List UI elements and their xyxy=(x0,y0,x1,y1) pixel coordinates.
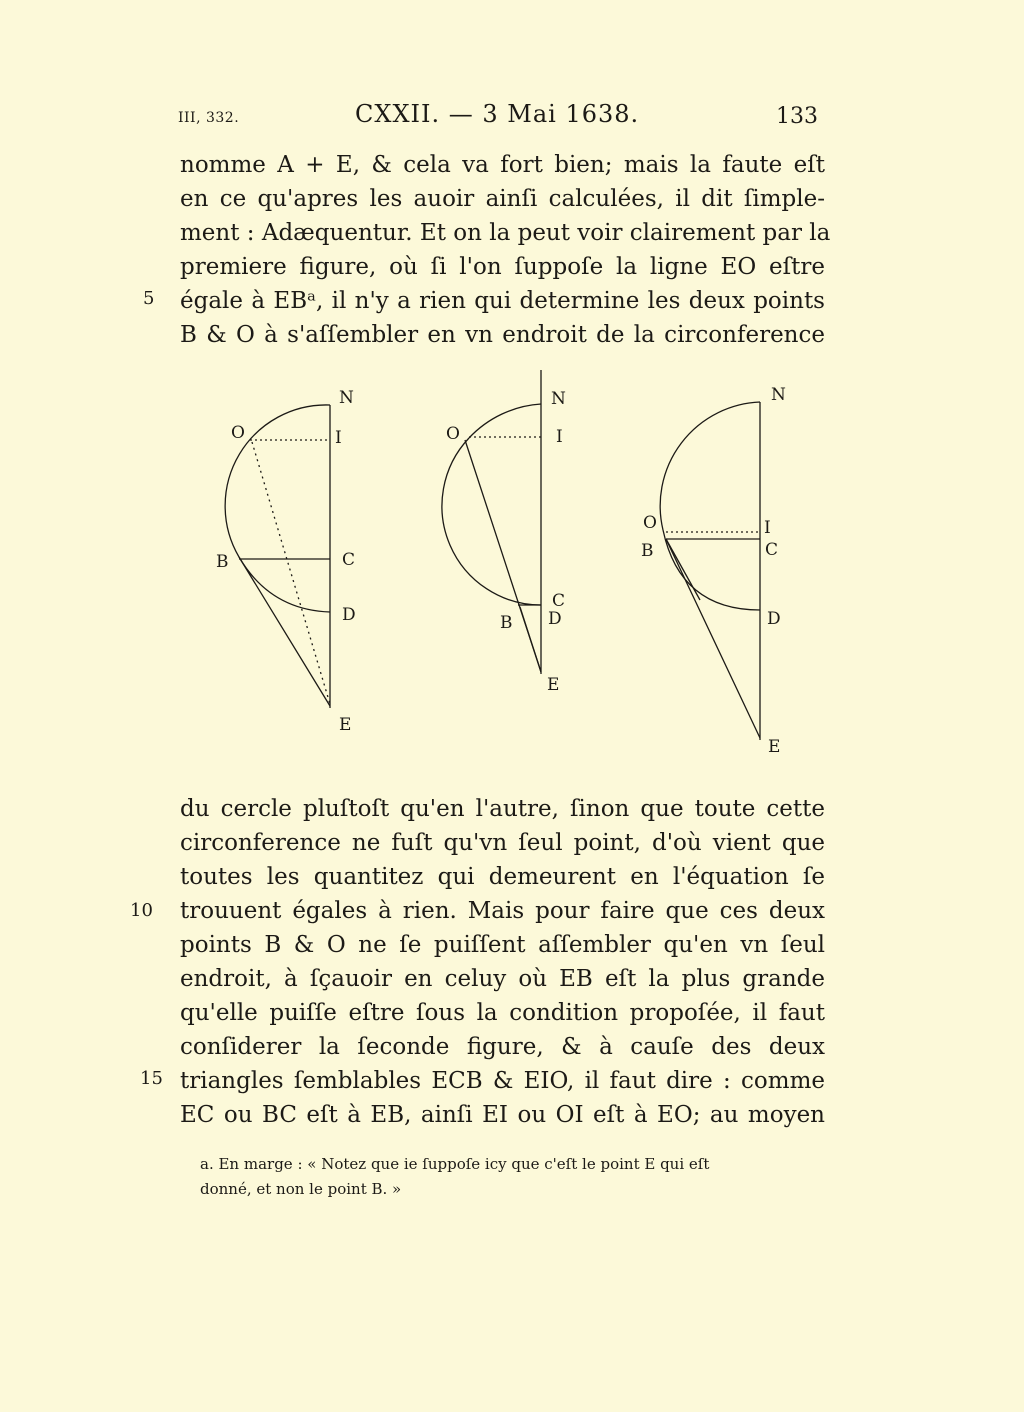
fig3-label: I xyxy=(764,518,771,538)
fig3-arc-lower xyxy=(663,530,760,610)
text-line: qu'elle puiſſe eſtre ſous la condition propoſée, il faut xyxy=(180,1000,825,1026)
text-line: endroit, à ſçauoir en celuy où EB eſt la plus grande xyxy=(180,966,825,992)
fig1-arc-lower xyxy=(239,557,330,612)
footnote xyxy=(200,1152,828,1202)
fig3-label: D xyxy=(767,609,781,629)
figure-3 xyxy=(660,402,760,740)
text-line: en ce qu'apres les auoir ainſi calculées, il dit ſimple- xyxy=(180,186,825,212)
fig2-label: N xyxy=(551,389,566,409)
fig2-label: I xyxy=(556,427,563,447)
footnote-line: a. En marge : « Notez que ie ſuppoſe icy que c'eſt le point E qui eſt xyxy=(200,1155,710,1173)
fig2-label: E xyxy=(547,675,560,695)
volume-reference: III, 332. xyxy=(178,110,240,126)
text-line: points B & O ne ſe puiſſent aſſembler qu'en vn ſeul xyxy=(180,932,825,958)
figure-1 xyxy=(225,405,330,708)
line-number: 10 xyxy=(130,900,153,921)
fig3-line-be xyxy=(666,539,760,738)
fig2-label: B xyxy=(500,613,513,633)
fig1-dotted-oe xyxy=(252,442,330,704)
text-line: circonference ne fuſt qu'vn ſeul point, d'où vient que xyxy=(180,830,825,856)
fig2-label: D xyxy=(548,609,562,629)
fig1-label: D xyxy=(342,605,356,625)
letter-title: CXXII. — 3 Mai 1638. xyxy=(355,100,640,128)
fig2-line-be xyxy=(520,607,541,672)
fig1-label: I xyxy=(335,428,342,448)
text-line: premiere figure, où ſi l'on ſuppoſe la ligne EO eſtre xyxy=(180,254,825,280)
fig1-label: C xyxy=(342,550,356,570)
text-line: EC ou BC eſt à EB, ainſi EI ou OI eſt à EO; au moyen xyxy=(180,1102,825,1128)
fig3-label: N xyxy=(771,385,786,405)
fig1-label: O xyxy=(231,423,245,443)
text-line: ment : Adæquentur. Et on la peut voir clairement par la xyxy=(180,220,831,246)
paragraph-bottom xyxy=(180,792,825,1132)
footnote-line: donné, et non le point B. » xyxy=(200,1180,402,1198)
text-line: toutes les quantitez qui demeurent en l'équation ſe xyxy=(180,864,825,890)
fig1-line-be xyxy=(239,557,330,706)
fig1-label: N xyxy=(339,388,354,408)
page-number: 133 xyxy=(776,104,818,129)
text-line: trouuent égales à rien. Mais pour faire que ces deux xyxy=(180,898,825,924)
fig3-label: O xyxy=(643,513,657,533)
fig2-arc-top xyxy=(469,404,541,438)
fig3-label: B xyxy=(641,541,654,561)
figure-2 xyxy=(442,370,541,674)
line-number: 15 xyxy=(140,1068,163,1089)
line-number: 5 xyxy=(143,288,155,309)
text-line: B & O à s'aſſembler en vn endroit de la circonference xyxy=(180,322,825,348)
text-line: nomme A + E, & cela va fort bien; mais la faute eſt xyxy=(180,152,825,178)
fig3-label: C xyxy=(765,540,779,560)
text-line: égale à EBᵃ, il n'y a rien qui determine les deux points xyxy=(180,288,825,314)
fig2-label: C xyxy=(552,591,566,611)
text-line: conſiderer la ſeconde figure, & à cauſe des deux xyxy=(180,1034,825,1060)
fig3-arc-upper xyxy=(660,402,760,530)
fig2-label: O xyxy=(446,424,460,444)
text-line: triangles ſemblables ECB & EIO, il faut dire : comme xyxy=(180,1068,825,1094)
fig1-label: B xyxy=(216,552,229,572)
text-line: du cercle pluſtoſt qu'en l'autre, ſinon que toute cette xyxy=(180,796,825,822)
fig3-line-bd xyxy=(666,539,700,600)
fig3-label: E xyxy=(768,737,781,757)
fig1-label: E xyxy=(339,715,352,735)
